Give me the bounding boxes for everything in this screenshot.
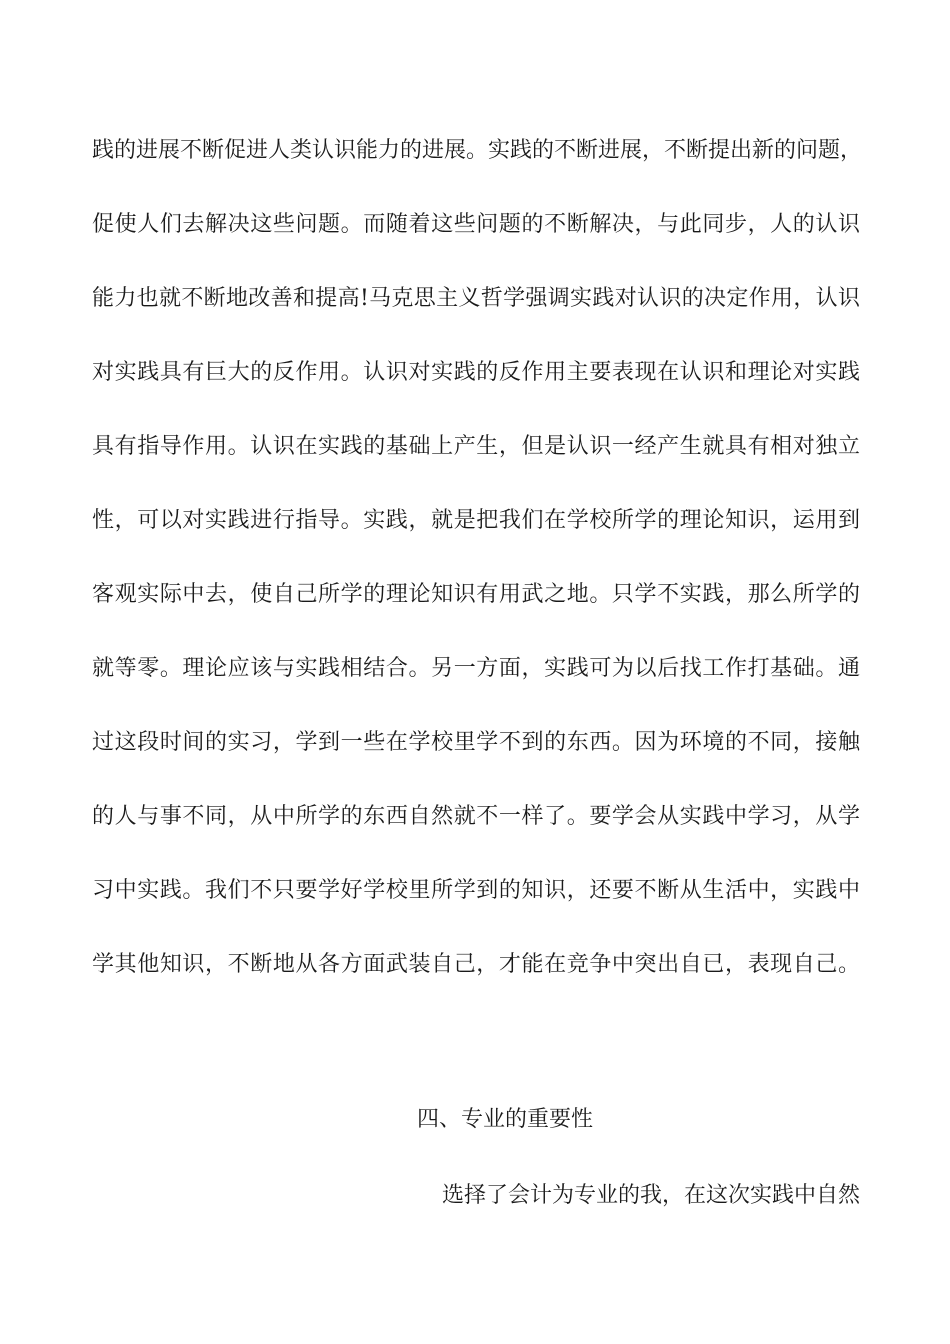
text-line: 促使人们去解决这些问题。而随着这些问题的不断解决，与此同步，人的认识 — [92, 212, 860, 237]
text-line: 就等零。理论应该与实践相结合。另一方面，实践可为以后找工作打基础。通 — [92, 656, 860, 681]
body-paragraph — [92, 128, 863, 1016]
text-line: 具有指导作用。认识在实践的基础上产生，但是认识一经产生就具有相对独立 — [92, 434, 860, 459]
text-line: 过这段时间的实习，学到一些在学校里学不到的东西。因为环境的不同，接触 — [92, 730, 860, 755]
section-heading: 四、专业的重要性 — [416, 1107, 593, 1132]
text-line: 学其他知识，不断地从各方面武装自己，才能在竞争中突出自已，表现自己。 — [92, 952, 860, 977]
text-line: 对实践具有巨大的反作用。认识对实践的反作用主要表现在认识和理论对实践 — [92, 360, 860, 385]
next-paragraph-start: 选择了会计为专业的我，在这次实践中自然 — [441, 1183, 860, 1208]
text-line: 习中实践。我们不只要学好学校里所学到的知识，还要不断从生活中，实践中 — [92, 878, 860, 903]
text-line: 的人与事不同，从中所学的东西自然就不一样了。要学会从实践中学习，从学 — [92, 804, 860, 829]
text-line: 性，可以对实践进行指导。实践，就是把我们在学校所学的理论知识，运用到 — [92, 508, 860, 533]
text-line: 践的进展不断促进人类认识能力的进展。实践的不断进展，不断提出新的问题， — [92, 138, 863, 163]
text-line: 客观实际中去，使自己所学的理论知识有用武之地。只学不实践，那么所学的 — [92, 582, 860, 607]
text-line: 能力也就不断地改善和提高!马克思主义哲学强调实践对认识的决定作用，认识 — [92, 286, 860, 311]
